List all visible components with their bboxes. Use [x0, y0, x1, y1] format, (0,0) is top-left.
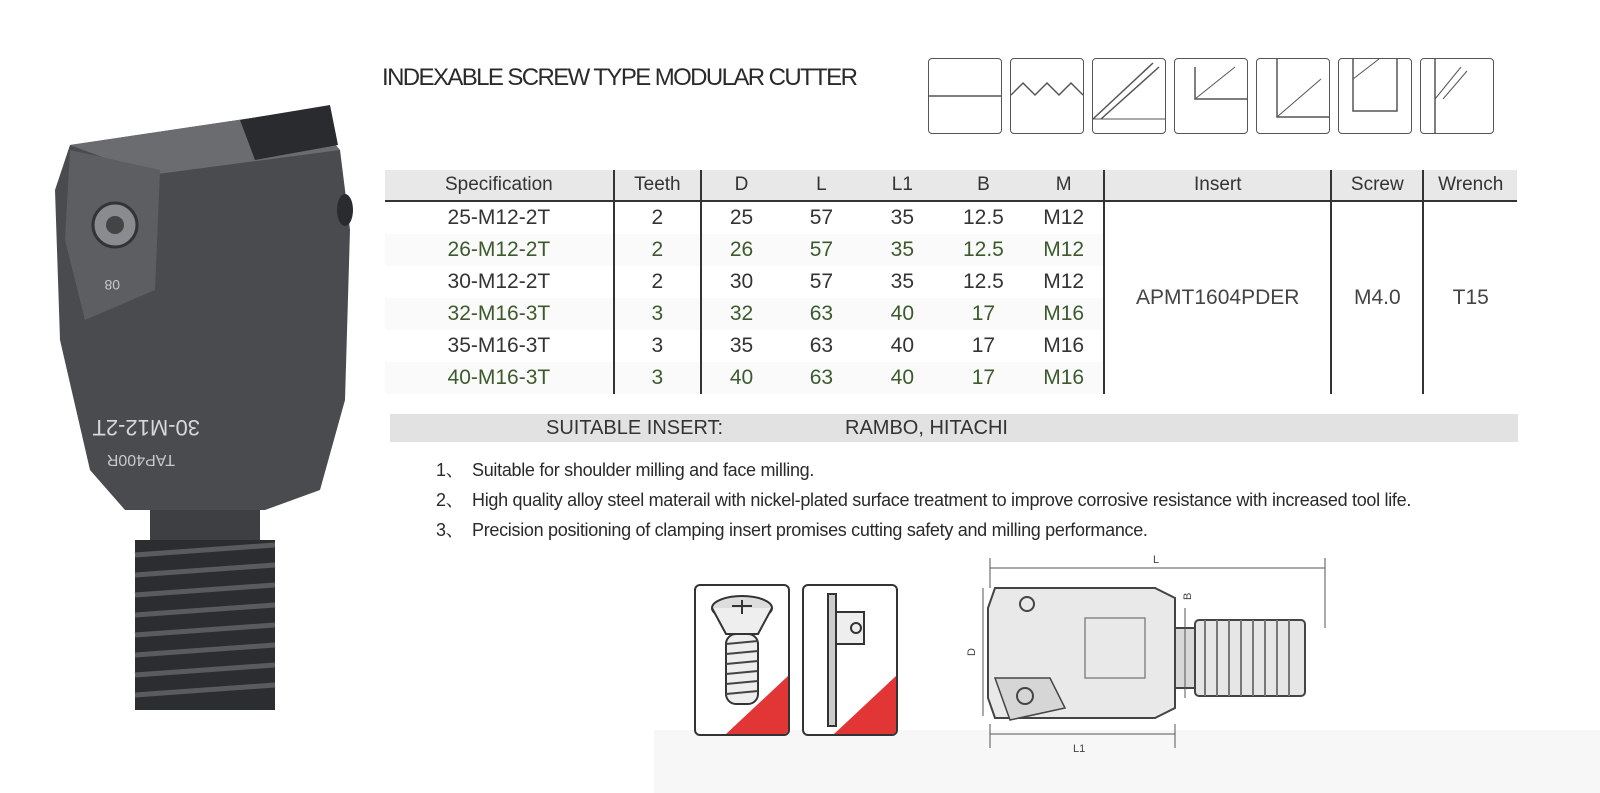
m-cell: M12	[1024, 234, 1104, 266]
spec-cell: 26-M12-2T	[385, 234, 614, 266]
engraving-code: TAP400R	[106, 451, 175, 468]
l1-cell: 40	[862, 298, 943, 330]
b-cell: 17	[943, 362, 1024, 394]
shoulder-milling-icon	[1256, 58, 1330, 134]
header-l: L	[781, 170, 862, 201]
dimension-drawing	[955, 548, 1335, 756]
suitable-insert-label: SUITABLE INSERT:	[546, 417, 724, 439]
m-cell: M16	[1043, 334, 1085, 357]
header-d: D	[701, 170, 781, 201]
l-cell: 63	[809, 334, 834, 357]
cutter-product-photo	[40, 90, 370, 720]
l-cell: 63	[781, 362, 862, 394]
spec-cell: 40-M16-3T	[385, 362, 614, 394]
teeth-cell: 3	[614, 362, 701, 394]
dim-l1-label: L1	[1073, 743, 1086, 755]
teeth-cell: 2	[614, 266, 701, 298]
wrench-icon	[804, 586, 896, 734]
screw-cell: M4.0	[1331, 201, 1423, 394]
l-cell: 63	[781, 298, 862, 330]
side-milling-icon	[1420, 58, 1494, 134]
header-m: M	[1024, 170, 1104, 201]
m-cell: M16	[1024, 362, 1104, 394]
teeth-cell: 2	[614, 201, 701, 234]
d-cell: 26	[701, 234, 781, 266]
list-item	[436, 456, 1411, 486]
chamfer-icon	[1092, 58, 1166, 134]
wrench-cell: T15	[1423, 201, 1517, 394]
dim-l-label: L	[1153, 554, 1160, 566]
engraving-model: 30-M12-2T	[92, 415, 200, 440]
face-milling-icon	[928, 58, 1002, 134]
l1-cell: 35	[862, 234, 943, 266]
spec-cell: 25-M12-2T	[447, 206, 551, 229]
spec-cell: 32-M16-3T	[385, 298, 614, 330]
d-cell: 30	[701, 266, 781, 298]
insert-mark: 08	[104, 277, 120, 293]
b-cell: 17	[943, 298, 1024, 330]
l1-cell: 40	[890, 334, 915, 357]
page-title: INDEXABLE SCREW TYPE MODULAR CUTTER	[382, 64, 857, 91]
header-teeth: Teeth	[614, 170, 701, 201]
header-screw: Screw	[1331, 170, 1423, 201]
b-cell: 17	[971, 334, 996, 357]
spec-cell: 35-M16-3T	[447, 334, 551, 357]
teeth-cell: 3	[614, 330, 701, 362]
list-item	[436, 516, 1411, 546]
l1-cell: 35	[890, 206, 915, 229]
d-cell: 35	[701, 330, 781, 362]
header-insert: Insert	[1104, 170, 1331, 201]
screw-accessory-card	[694, 584, 790, 736]
b-cell: 12.5	[943, 234, 1024, 266]
list-number: 2、	[436, 490, 464, 510]
feature-text: Suitable for shoulder milling and face milling.	[472, 460, 815, 480]
specification-table	[385, 170, 1517, 394]
d-cell: 32	[701, 298, 781, 330]
feature-list	[436, 456, 1411, 546]
table-row	[385, 201, 1517, 234]
wrench-accessory-card	[802, 584, 898, 736]
dim-d-label: D	[966, 648, 978, 656]
list-number: 1、	[436, 460, 464, 480]
insert-cell: APMT1604PDER	[1104, 201, 1331, 394]
l-cell: 57	[781, 234, 862, 266]
teeth-cell: 3	[614, 298, 701, 330]
feature-text: High quality alloy steel materail with nickel-plated surface treatment to improve corrosive resistance with increased tool life.	[472, 490, 1412, 510]
header-wrench: Wrench	[1423, 170, 1517, 201]
application-icons	[928, 58, 1494, 134]
l1-cell: 35	[890, 270, 915, 293]
l-cell: 57	[809, 270, 834, 293]
slot-milling-icon	[1338, 58, 1412, 134]
d-cell: 40	[701, 362, 781, 394]
teeth-cell: 2	[614, 234, 701, 266]
m-cell: M12	[1043, 206, 1085, 229]
thread-profile-icon	[1010, 58, 1084, 134]
l-cell: 57	[809, 206, 834, 229]
feature-text: Precision positioning of clamping insert promises cutting safety and milling performance.	[472, 520, 1148, 540]
d-cell: 25	[701, 201, 781, 234]
suitable-insert-bar	[390, 414, 1518, 442]
spec-cell: 30-M12-2T	[447, 270, 551, 293]
dim-b-label: B	[1182, 592, 1194, 600]
m-cell: M16	[1024, 298, 1104, 330]
step-milling-icon	[1174, 58, 1248, 134]
header-l1: L1	[862, 170, 943, 201]
screw-icon	[696, 586, 788, 734]
l1-cell: 40	[862, 362, 943, 394]
m-cell: M12	[1043, 270, 1085, 293]
suitable-insert-value: RAMBO, HITACHI	[845, 417, 1008, 439]
list-item	[436, 486, 1411, 516]
b-cell: 12.5	[962, 270, 1004, 293]
list-number: 3、	[436, 520, 464, 540]
b-cell: 12.5	[962, 206, 1004, 229]
header-specification: Specification	[385, 170, 614, 201]
header-b: B	[943, 170, 1024, 201]
